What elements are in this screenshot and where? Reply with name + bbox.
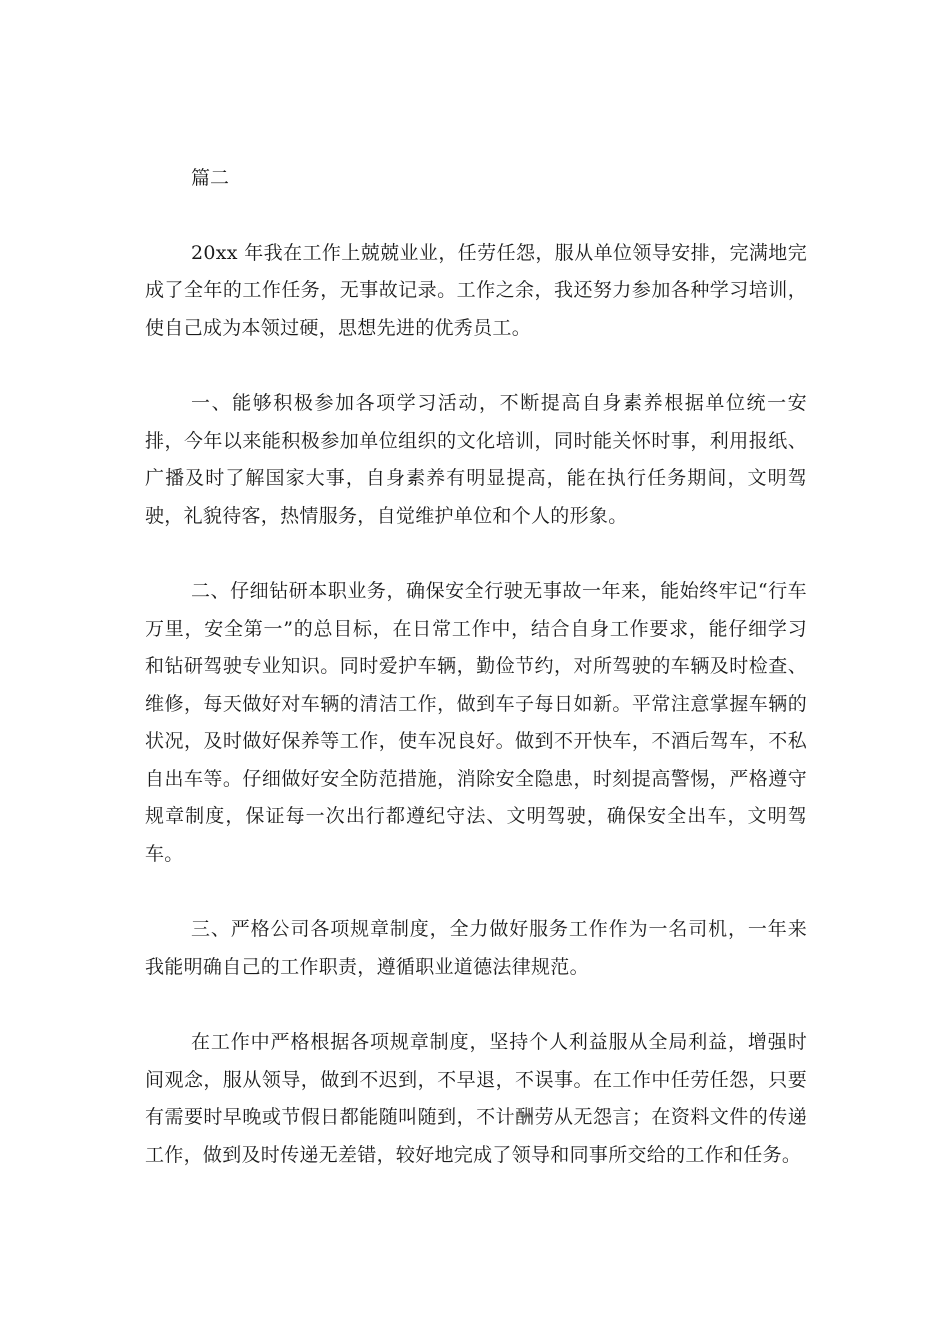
section-heading: 篇二 (191, 167, 230, 189)
paragraph-intro: 20xx 年我在工作上兢兢业业，任劳任怨，服从单位领导安排，完满地完成了全年的工作任务，无事故记录。工作之余，我还努力参加各种学习培训，使自己成为本领过硬，思想先进的优秀员工。 (145, 241, 807, 339)
paragraph-point-two: 二、仔细钻研本职业务，确保安全行驶无事故一年来，能始终牢记“行车万里，安全第一”的总目标，在日常工作中，结合自身工作要求，能仔细学习和钻研驾驶专业知识。同时爱护车辆，勤俭节约，对所驾驶的车辆及时检查、维修，每天做好对车辆的清洁工作，做到车子每日如新。平常注意掌握车辆的状况，及时做好保养等工作，使车况良好。做到不开快车，不酒后驾车，不私自出车等。仔细做好安全防范措施，消除安全隐患，时刻提高警惕，严格遵守规章制度，保证每一次出行都遵纪守法、文明驾驶，确保安全出车，文明驾车。 (145, 580, 807, 865)
paragraph-closing: 在工作中严格根据各项规章制度，坚持个人利益服从全局利益，增强时间观念，服从领导，做到不迟到，不早退，不误事。在工作中任劳任怨，只要有需要时早晚或节假日都能随叫随到，不计酬劳从无怨言；在资料文件的传递工作，做到及时传递无差错，较好地完成了领导和同事所交给的工作和任务。 (145, 1031, 807, 1166)
document-body (145, 160, 807, 1212)
paragraph-point-one: 一、能够积极参加各项学习活动，不断提高自身素养根据单位统一安排，今年以来能积极参加单位组织的文化培训，同时能关怀时事，利用报纸、广播及时了解国家大事，自身素养有明显提高，能在执行任务期间，文明驾驶，礼貌待客，热情服务，自觉维护单位和个人的形象。 (145, 392, 807, 527)
paragraph-point-three: 三、严格公司各项规章制度，全力做好服务工作作为一名司机，一年来我能明确自己的工作职责，遵循职业道德法律规范。 (145, 918, 807, 978)
